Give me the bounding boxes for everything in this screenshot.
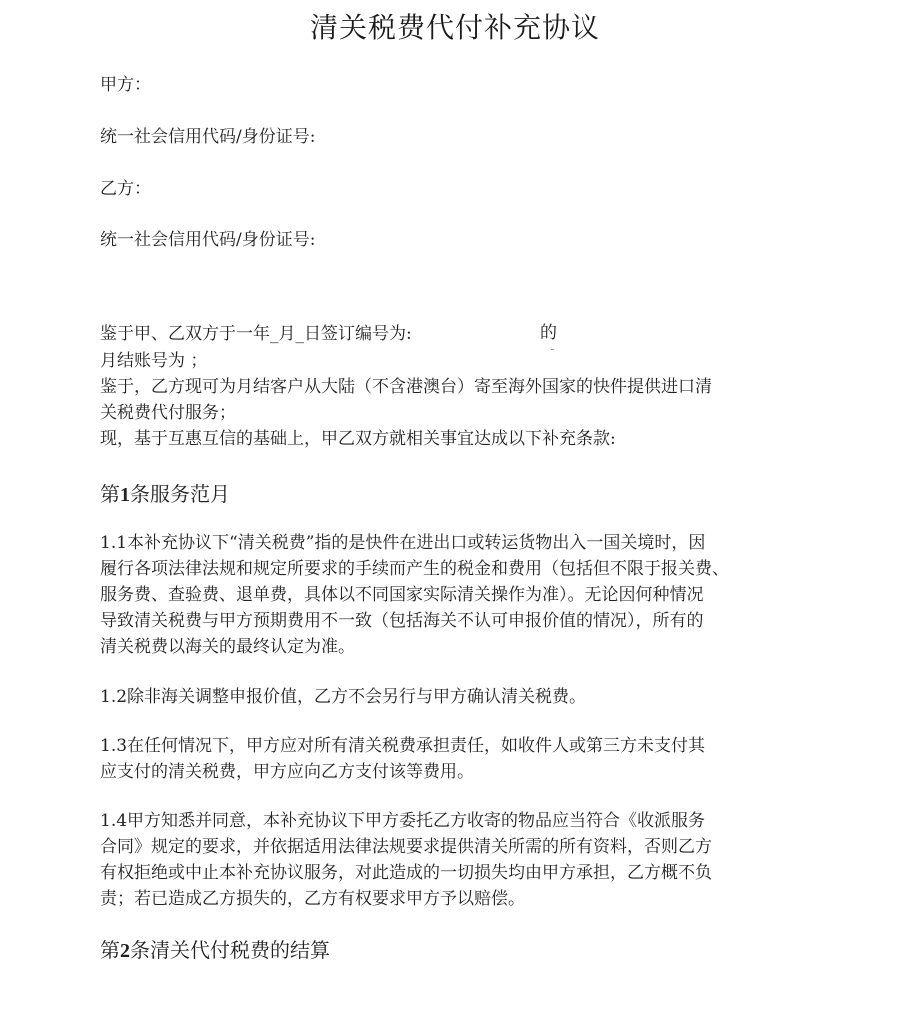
preamble-line-5: 现，基于互惠互信的基础上，甲乙双方就相关事宜达成以下补充条款:: [100, 429, 616, 449]
clause-1-3-line: 1.3在任何情况下，甲方应对所有清关税费承担责任，如收件人或第三方未支付其: [100, 736, 706, 756]
section-1-number: 1: [120, 484, 130, 506]
preamble-line-4: 关税费代付服务；: [100, 403, 236, 423]
party-b-label: 乙方：: [100, 179, 151, 199]
blank-mark: [551, 349, 554, 350]
section-2-heading: [100, 936, 330, 965]
section-1-prefix: 第: [100, 482, 120, 506]
clause-1-1-line: 服务费、查验费、退单费，具体以不同国家实际清关操作为准）。无论因何种情况: [100, 585, 704, 605]
section-2-prefix: 第: [100, 938, 120, 962]
document-title: 清关税费代付补充协议: [309, 11, 600, 44]
section-2-title: 条清关代付税费的结算: [130, 938, 330, 962]
clause-1-4-line: 责；若已造成乙方损失的，乙方有权要求甲方予以赔偿。: [100, 889, 525, 909]
clause-1-2: 1.2除非海关调整申报价值，乙方不会另行与甲方确认清关税费。: [100, 687, 587, 707]
party-b-id-label: 统一社会信用代码/身份证号:: [100, 230, 316, 250]
clause-1-4-line: 1.4甲方知悉并同意，本补充协议下甲方委托乙方收寄的物品应当符合《收派服务: [100, 811, 706, 831]
section-1-title: 条服务范月: [130, 482, 230, 506]
clause-1-4-line: 合同》规定的要求，并依据适用法律法规要求提供清关所需的所有资料，否则乙方: [100, 837, 712, 857]
preamble-line-3: 鉴于，乙方现可为月结客户从大陆（不含港澳台）寄至海外国家的快件提供进口清: [100, 377, 712, 397]
clause-1-1-line: 导致清关税费与甲方预期费用不一致（包括海关不认可申报价值的情况），所有的: [100, 611, 704, 631]
clause-1-3-line: 应支付的清关税费，甲方应向乙方支付该等费用。: [100, 762, 474, 782]
party-a-id-label: 统一社会信用代码/身份证号:: [100, 127, 316, 147]
preamble-line-1-suffix: 的: [540, 323, 557, 343]
clause-1-4-line: 有权拒绝或中止本补充协议服务，对此造成的一切损失均由甲方承担，乙方概不负: [100, 863, 712, 883]
party-a-label: 甲方：: [100, 75, 151, 95]
section-2-number: 2: [120, 940, 130, 962]
preamble-line-2: 月结账号为 ；: [100, 351, 208, 371]
preamble-line-1: 鉴于甲、乙双方于一年_月_日签订编号为:: [100, 324, 412, 344]
clause-1-1: [100, 530, 790, 660]
clause-1-4: [100, 808, 790, 912]
clause-1-1-line: 1.1本补充协议下“清关税费”指的是快件在进出口或转运货物出入一国关境时，因: [100, 533, 706, 553]
clause-1-3: [100, 733, 790, 785]
clause-1-1-line: 清关税费以海关的最终认定为准。: [100, 637, 355, 657]
clause-1-1-line: 履行各项法律法规和规定所要求的手续而产生的税金和费用（包括但不限于报关费、: [100, 559, 729, 579]
section-1-heading: [100, 480, 230, 509]
